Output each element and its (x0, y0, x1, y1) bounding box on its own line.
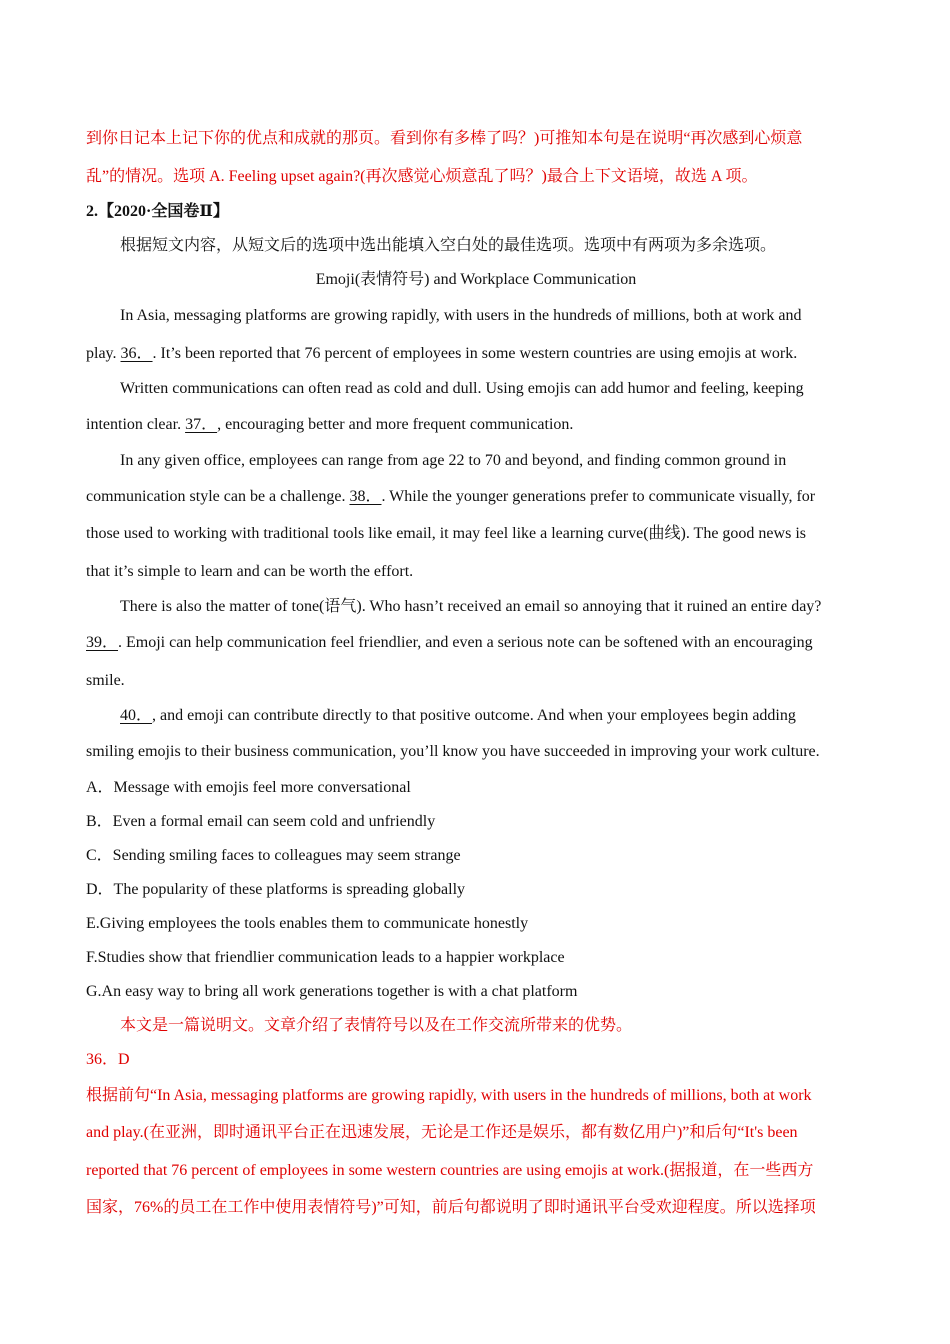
option-d: D．The popularity of these platforms is spreading globally (86, 880, 466, 898)
instruction: 根据短文内容，从短文后的选项中选出能填入空白处的最佳选项。选项中有两项为多余选项。 (120, 237, 777, 254)
text-line: smile. (86, 671, 125, 689)
explanation-line: 到你日记本上记下你的优点和成就的那页。看到你有多棒了吗？)可推知本句是在说明“再次感到心烦意 (86, 130, 803, 147)
paragraph-2 (86, 372, 866, 444)
option-a: A．Message with emojis feel more conversational (86, 778, 411, 796)
option-b: B．Even a formal email can seem cold and unfriendly (86, 812, 436, 830)
text-fragment: , and emoji can contribute directly to that positive outcome. And when your employees begin adding (152, 707, 796, 724)
text-line (86, 478, 866, 516)
blank-39: 39． (86, 634, 119, 651)
explanation-line: 乱”的情况。选项 A. Feeling upset again?(再次感觉心烦意乱了吗？)最合上下文语境，故选 A 项。 (86, 167, 758, 185)
explanation-line: 根据前句“In Asia, messaging platforms are growing rapidly, with users in the hundreds of millions, both at work (86, 1086, 812, 1104)
text-fragment: . It’s been reported that 76 percent of employees in some western countries are using emojis at work. (152, 344, 798, 362)
paragraph-4 (86, 590, 866, 699)
text-line (86, 406, 866, 444)
option-e: E.Giving employees the tools enables them to communicate honestly (86, 914, 529, 932)
explanation-line: 国家，76%的员工在工作中使用表情符号)”可知，前后句都说明了即时通讯平台受欢迎程度。所以选择项 (86, 1199, 816, 1216)
text-line: In Asia, messaging platforms are growing rapidly, with users in the hundreds of millions, both at work and (120, 307, 802, 324)
option-list (86, 771, 866, 1009)
article-title: Emoji(表情符号) and Workplace Communication (315, 271, 637, 288)
text-line (86, 624, 866, 662)
text-line: There is also the matter of tone(语气). Who hasn’t received an email so annoying that it ruined an entire day? (120, 598, 822, 615)
blank-37: 37． (185, 416, 218, 433)
text-line: In any given office, employees can range from age 22 to 70 and beyond, and finding common ground in (120, 451, 787, 469)
explanation-line: and play.(在亚洲，即时通讯平台正在迅速发展，无论是工作还是娱乐，都有数亿用户)”和后句“It's been (86, 1124, 798, 1141)
text-line (86, 335, 866, 373)
text-fragment: . While the younger generations prefer to communicate visually, for (381, 487, 816, 505)
answer-36 (86, 1043, 866, 1227)
paragraph-3 (86, 444, 866, 591)
option-g: G.An easy way to bring all work generations together is with a chat platform (86, 982, 578, 1000)
text-line: Written communications can often read as cold and dull. Using emojis can add humor and feeling, keeping (120, 380, 804, 397)
text-line: that it’s simple to learn and can be worth the effort. (86, 562, 414, 580)
text-fragment: communication style can be a challenge. (86, 487, 350, 505)
text-line: smiling emojis to their business communication, you’ll know you have succeeded in improving your work culture. (86, 743, 820, 760)
blank-40: 40． (120, 707, 153, 724)
blank-38: 38． (349, 487, 382, 505)
paragraph-5 (86, 699, 866, 771)
answer-label: 36．D (86, 1050, 130, 1068)
text-line: those used to working with traditional tools like email, it may feel like a learning curve(曲线). The good news is (86, 525, 806, 542)
text-fragment: intention clear. (86, 416, 186, 433)
option-f: F.Studies show that friendlier communication leads to a happier workplace (86, 948, 565, 966)
text-fragment: , encouraging better and more frequent communication. (217, 416, 574, 433)
blank-36: 36． (120, 344, 153, 362)
explanation-line: reported that 76 percent of employees in some western countries are using emojis at work.(据报道，在一些西方 (86, 1161, 814, 1179)
text-fragment: play. (86, 344, 121, 362)
option-c: C．Sending smiling faces to colleagues may seem strange (86, 846, 461, 864)
article-summary: 本文是一篇说明文。文章介绍了表情符号以及在工作交流所带来的优势。 (120, 1016, 633, 1034)
question-heading: 2.【2020·全国卷Ⅱ】 (86, 203, 229, 220)
text-line (86, 699, 866, 733)
previous-explanation (86, 120, 866, 195)
paragraph-1 (86, 297, 866, 372)
document-body (86, 120, 866, 1227)
text-fragment: . Emoji can help communication feel friendlier, and even a serious note can be softened with an encouraging (118, 634, 813, 651)
